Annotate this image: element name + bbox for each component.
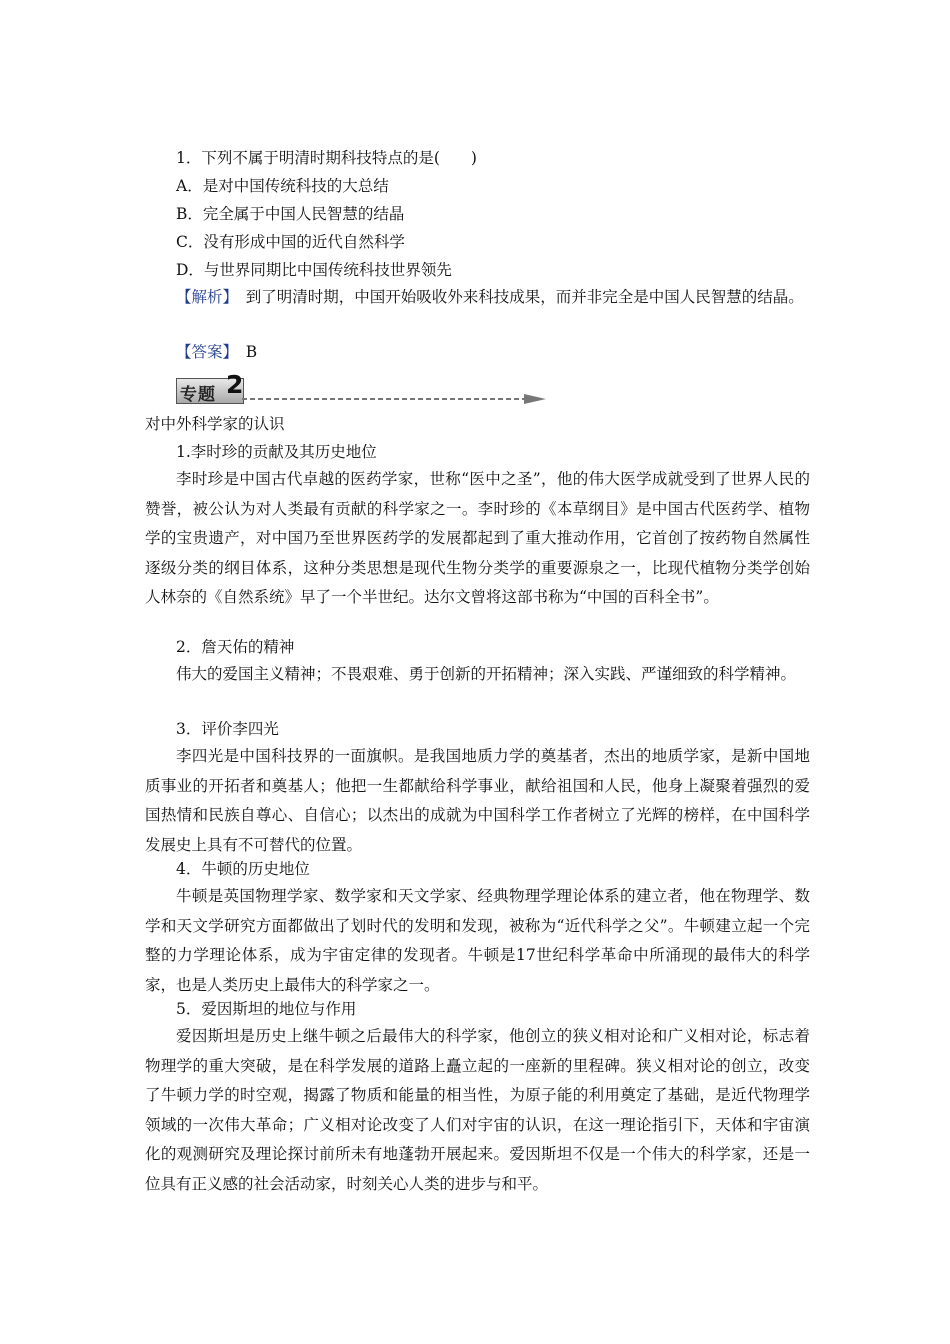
section-3-body: 李四光是中国科技界的一面旗帜。是我国地质力学的奠基者，杰出的地质学家，是新中国地质事业的开拓者和奠基人；他把一生都献给科学事业，献给祖国和人民，他身上凝聚着强烈的爱国热情和民族自尊心、自信心；以杰出的成就为中国科学工作者树立了光辉的榜样，在中国科学发展史上具有不可替代的位置。 [145,747,810,854]
answer-tag: 【答案】 [176,343,231,361]
question-stem: 1．下列不属于明清时期科技特点的是( ) [176,149,477,167]
analysis-tag: 【解析】 [176,288,231,306]
section-2-heading: 2．詹天佑的精神 [176,638,295,656]
banner-label: 专题 [180,385,216,405]
topic-title: 对中外科学家的认识 [145,415,285,433]
option-c: C．没有形成中国的近代自然科学 [176,233,405,251]
section-2-body: 伟大的爱国主义精神；不畏艰难、勇于创新的开拓精神；深入实践、严谨细致的科学精神。 [176,665,797,683]
option-b: B．完全属于中国人民智慧的结晶 [176,205,405,223]
option-d: D．与世界同期比中国传统科技世界领先 [176,261,452,279]
analysis-paragraph [145,283,810,313]
analysis-text: 到了明清时期，中国开始吸收外来科技成果，而并非完全是中国人民智慧的结晶。 [230,288,804,306]
section-1-heading: 1.李时珍的贡献及其历史地位 [176,443,377,461]
answer-line [176,342,841,362]
section-4-body: 牛顿是英国物理学家、数学家和天文学家、经典物理学理论体系的建立者，他在物理学、数学和天文学研究方面都做出了划时代的发明和发现，被称为“近代科学之父”。牛顿建立起一个完整的力学理论体系，成为宇宙定律的发现者。牛顿是17世纪科学革命中所涌现的最伟大的科学家，也是人类历史上最伟大的科学家之一。 [145,887,810,994]
dashed-arrow-icon [242,394,548,404]
section-4-heading: 4．牛顿的历史地位 [176,860,310,878]
section-1-body: 李时珍是中国古代卓越的医药学家，世称“医中之圣”，他的伟大医学成就受到了世界人民的赞誉，被公认为对人类最有贡献的科学家之一。李时珍的《本草纲目》是中国古代医药学、植物学的宝贵遗产，对中国乃至世界医药学的发展都起到了重大推动作用，它首创了按药物自然属性逐级分类的纲目体系，这种分类思想是现代生物分类学的重要源泉之一，比现代植物分类学创始人林奈的《自然系统》早了一个半世纪。达尔文曾将这部书称为“中国的百科全书”。 [145,470,810,607]
section-5-body: 爱因斯坦是历史上继牛顿之后最伟大的科学家，他创立的狭义相对论和广义相对论，标志着物理学的重大突破，是在科学发展的道路上矗立起的一座新的里程碑。狭义相对论的创立，改变了牛顿力学的时空观，揭露了物质和能量的相当性，为原子能的利用奠定了基础，是近代物理学领域的一次伟大革命；广义相对论改变了人们对宇宙的认识，在这一理论指引下，天体和宇宙演化的观测研究及理论探讨前所未有地蓬勃开展起来。爱因斯坦不仅是一个伟大的科学家，还是一位具有正义感的社会活动家，时刻关心人类的进步与和平。 [145,1027,810,1193]
option-a: A．是对中国传统科技的大总结 [176,177,389,195]
answer-value: B [230,343,258,361]
section-5-heading: 5．爱因斯坦的地位与作用 [176,1000,357,1018]
banner-number: 2 [226,370,244,399]
topic-banner [176,372,548,406]
section-3-heading: 3．评价李四光 [176,720,279,738]
